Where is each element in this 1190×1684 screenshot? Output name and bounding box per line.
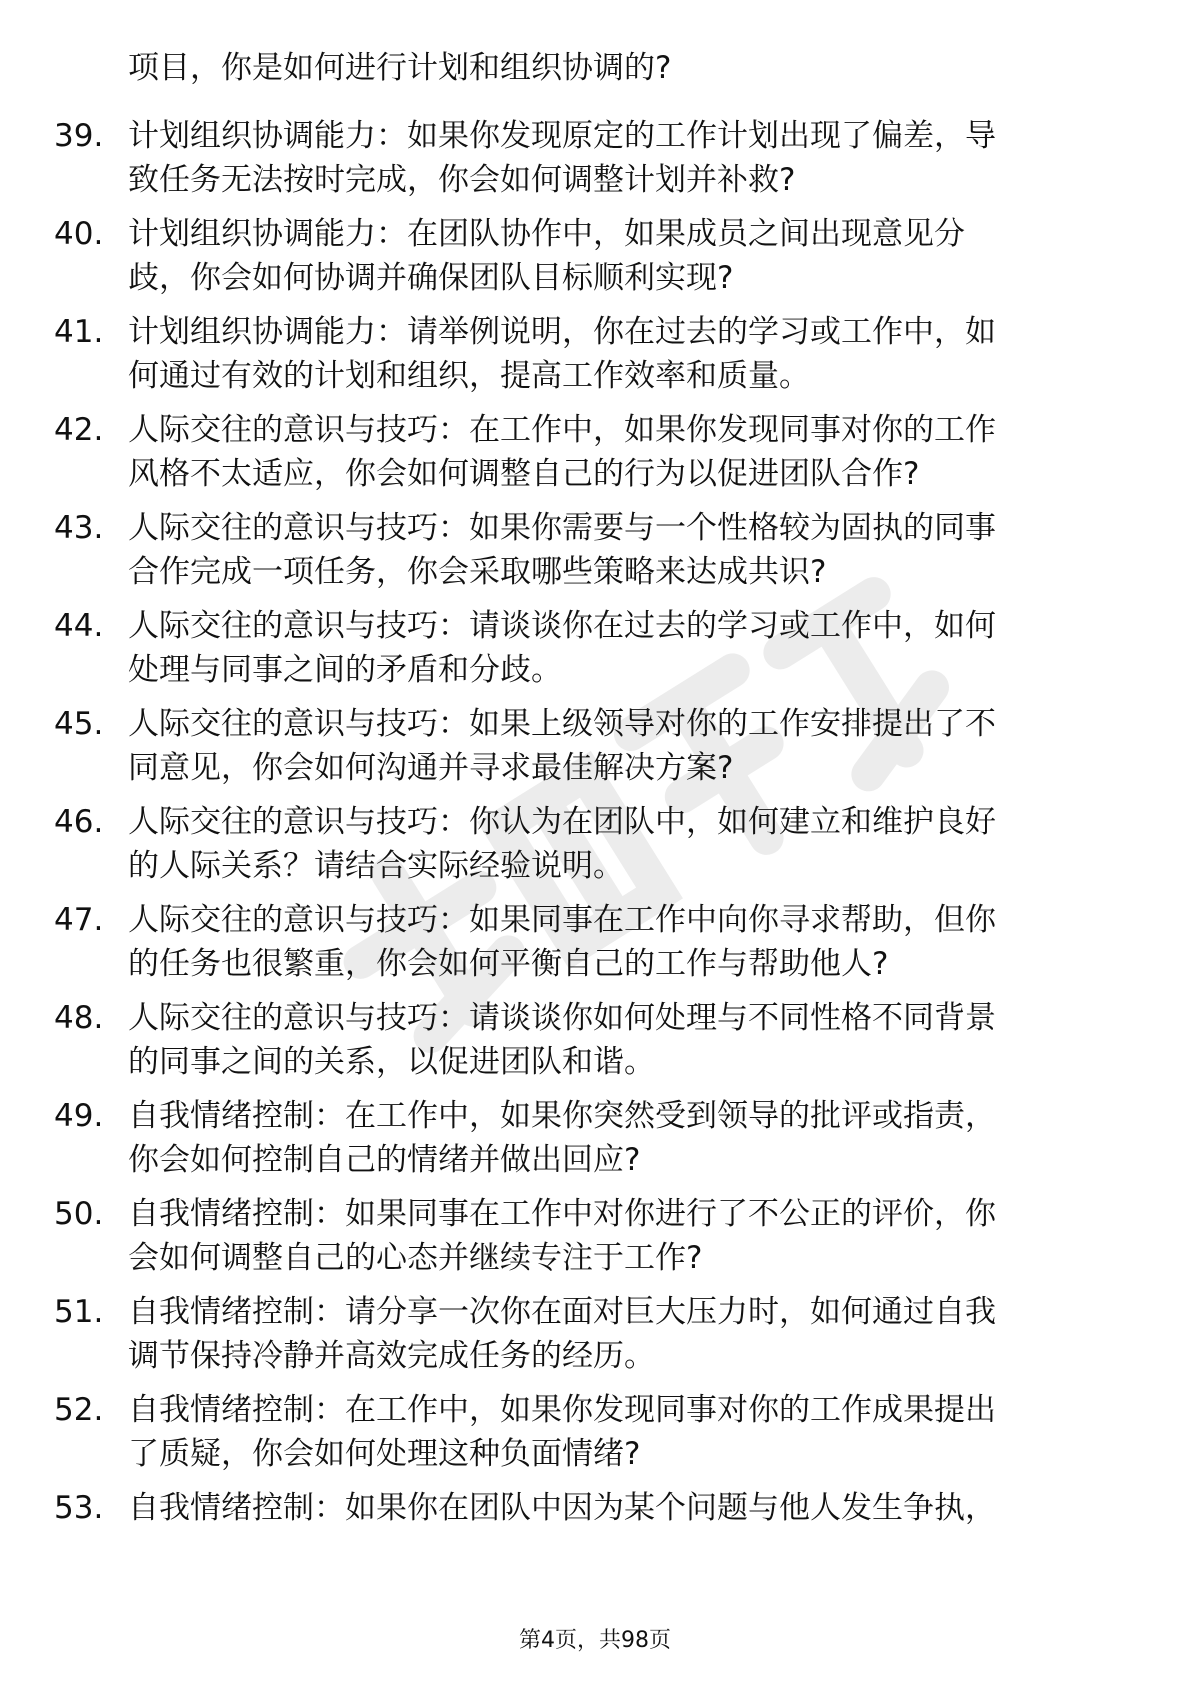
question-text-line-1: 自我情绪控制：如果同事在工作中对你进行了不公正的评价，你 [128, 1196, 996, 1232]
question-number: 40. [54, 216, 104, 252]
question-number: 43. [54, 510, 104, 546]
question-number: 53. [54, 1490, 104, 1526]
list-item [0, 1192, 1190, 1290]
question-text-line-1: 人际交往的意识与技巧：如果上级领导对你的工作安排提出了不 [128, 706, 996, 742]
question-text-line-2: 合作完成一项任务，你会采取哪些策略来达成共识? [128, 554, 827, 590]
question-number: 51. [54, 1294, 104, 1330]
list-item [0, 310, 1190, 408]
question-number: 42. [54, 412, 104, 448]
question-text-line-1: 人际交往的意识与技巧：如果同事在工作中向你寻求帮助，但你 [128, 902, 996, 938]
question-list [0, 114, 1190, 1584]
page-number-footer: 第4页，共98页 [519, 1628, 671, 1653]
list-item [0, 408, 1190, 506]
question-text-line-1: 计划组织协调能力：请举例说明，你在过去的学习或工作中，如 [128, 314, 996, 350]
question-number: 48. [54, 1000, 104, 1036]
question-text-line-1: 人际交往的意识与技巧：你认为在团队中，如何建立和维护良好 [128, 804, 996, 840]
question-number: 41. [54, 314, 104, 350]
list-item [0, 800, 1190, 898]
question-number: 50. [54, 1196, 104, 1232]
question-number: 45. [54, 706, 104, 742]
list-item [0, 114, 1190, 212]
question-text-line-2: 了质疑，你会如何处理这种负面情绪? [128, 1436, 641, 1472]
list-item [0, 212, 1190, 310]
question-number: 47. [54, 902, 104, 938]
question-text-line-2: 调节保持冷静并高效完成任务的经历。 [128, 1338, 655, 1374]
question-text-line-1: 自我情绪控制：如果你在团队中因为某个问题与他人发生争执， [128, 1490, 996, 1526]
question-text-line-2: 致任务无法按时完成，你会如何调整计划并补救? [128, 162, 796, 198]
question-text-line-1: 人际交往的意识与技巧：请谈谈你如何处理与不同性格不同背景 [128, 1000, 996, 1036]
question-text-line-2: 歧，你会如何协调并确保团队目标顺利实现? [128, 260, 734, 296]
question-text-line-1: 计划组织协调能力：如果你发现原定的工作计划出现了偏差，导 [128, 118, 996, 154]
question-number: 46. [54, 804, 104, 840]
continuation-line: 项目，你是如何进行计划和组织协调的? [128, 50, 672, 86]
question-text-line-2: 何通过有效的计划和组织，提高工作效率和质量。 [128, 358, 810, 394]
list-item [0, 898, 1190, 996]
list-item [0, 506, 1190, 604]
question-text-line-2: 同意见，你会如何沟通并寻求最佳解决方案? [128, 750, 734, 786]
question-text-line-1: 人际交往的意识与技巧：如果你需要与一个性格较为固执的同事 [128, 510, 996, 546]
question-text-line-2: 的人际关系？请结合实际经验说明。 [128, 848, 624, 884]
question-number: 49. [54, 1098, 104, 1134]
question-text-line-1: 自我情绪控制：在工作中，如果你发现同事对你的工作成果提出 [128, 1392, 996, 1428]
list-item [0, 1388, 1190, 1486]
question-text-line-2: 处理与同事之间的矛盾和分歧。 [128, 652, 562, 688]
list-item [0, 1094, 1190, 1192]
question-text-line-2: 会如何调整自己的心态并继续专注于工作? [128, 1240, 703, 1276]
list-item [0, 1486, 1190, 1584]
question-text-line-1: 自我情绪控制：请分享一次你在面对巨大压力时，如何通过自我 [128, 1294, 996, 1330]
question-text-line-2: 的任务也很繁重，你会如何平衡自己的工作与帮助他人? [128, 946, 889, 982]
list-item [0, 702, 1190, 800]
question-text-line-1: 计划组织协调能力：在团队协作中，如果成员之间出现意见分 [128, 216, 965, 252]
list-item [0, 604, 1190, 702]
question-text-line-1: 人际交往的意识与技巧：请谈谈你在过去的学习或工作中，如何 [128, 608, 996, 644]
list-item [0, 1290, 1190, 1388]
question-number: 52. [54, 1392, 104, 1428]
list-item [0, 996, 1190, 1094]
question-text-line-2: 的同事之间的关系，以促进团队和谐。 [128, 1044, 655, 1080]
question-text-line-1: 人际交往的意识与技巧：在工作中，如果你发现同事对你的工作 [128, 412, 996, 448]
question-text-line-2: 风格不太适应，你会如何调整自己的行为以促进团队合作? [128, 456, 920, 492]
question-text-line-2: 你会如何控制自己的情绪并做出回应? [128, 1142, 641, 1178]
question-number: 44. [54, 608, 104, 644]
question-number: 39. [54, 118, 104, 154]
question-text-line-1: 自我情绪控制：在工作中，如果你突然受到领导的批评或指责， [128, 1098, 996, 1134]
